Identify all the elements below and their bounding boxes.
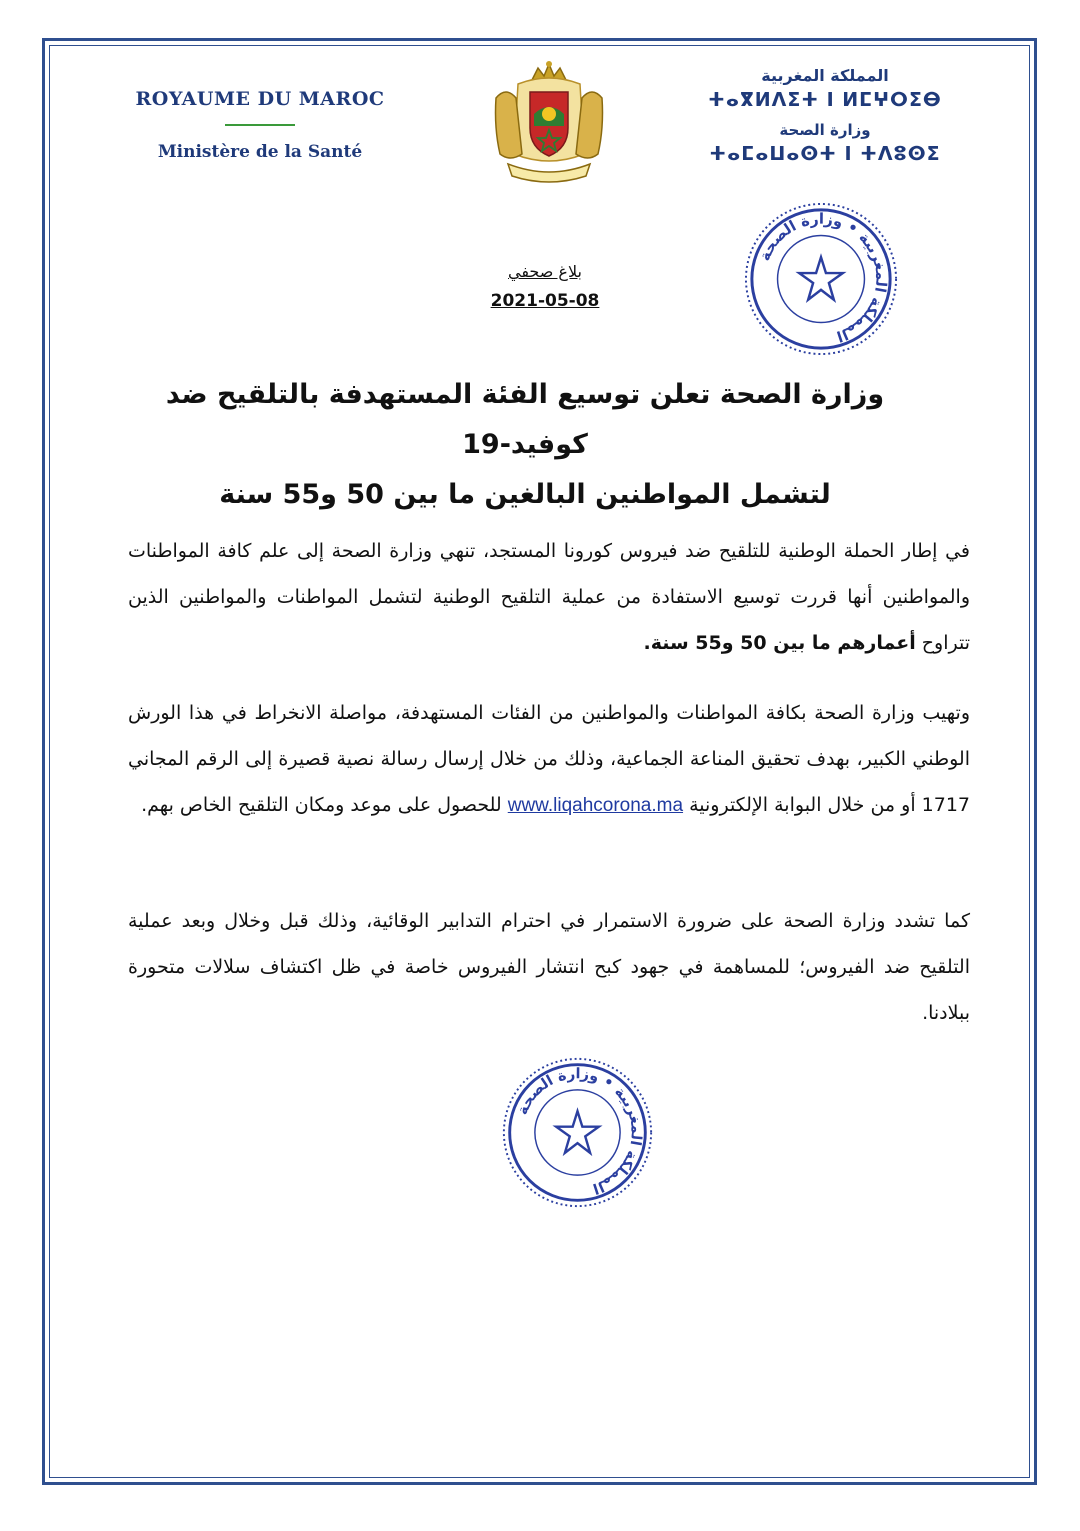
fr-ministry-title: Ministère de la Santé — [157, 142, 363, 162]
paragraph-2-text: وتهيب وزارة الصحة بكافة المواطنات والمواطنين من الفئات المستهدفة، مواصلة الانخراط في هذا الورش الوطني الكبير، بهدف تحقيق المناعة الجماعية، وذلك من خلال إرسال رسالة نصية قصيرة إلى الرقم المجاني 1717 أو من خلال البوابة الإلكترونية — [128, 702, 970, 816]
french-header — [120, 88, 400, 162]
paragraph-1-text: في إطار الحملة الوطنية للتلقيح ضد فيروس كورونا المستجد، تنهي وزارة الصحة إلى علم كافة المواطنات والمواطنين أنها قررت توسيع الاستفادة من عملية التلقيح الوطنية لتشمل المواطنات والمواطنين الذين تتراوح — [128, 540, 970, 654]
press-release-label: بلاغ صحفي — [508, 262, 582, 281]
seal-bottom-ring-text: المملكة المغربية • وزارة الصحة — [514, 1066, 644, 1197]
fr-kingdom-title: ROYAUME DU MAROC — [135, 88, 385, 110]
paragraph-1-bold: أعمارهم ما بين 50 و55 سنة. — [643, 632, 916, 654]
header-divider — [225, 124, 295, 126]
seal-ring-text: المملكة المغربية • وزارة الصحة — [756, 210, 890, 345]
paragraph-1 — [128, 528, 970, 666]
royal-coat-of-arms-icon — [488, 58, 610, 186]
liqahcorona-link[interactable]: www.liqahcorona.ma — [507, 795, 684, 816]
tifinagh-kingdom-title: ⵜⴰⴳⵍⴷⵉⵜ ⵏ ⵍⵎⵖⵔⵉⴱ — [708, 89, 942, 111]
headline-line-1: وزارة الصحة تعلن توسيع الفئة المستهدفة بالتلقيح ضد كوفيد-19 — [165, 379, 885, 460]
ar-kingdom-title: المملكة المغربية — [761, 66, 889, 85]
paragraph-2-text-end: للحصول على موعد ومكان التلقيح الخاص بهم. — [141, 794, 508, 816]
ministry-seal-stamp-icon — [742, 200, 900, 358]
paragraph-3: كما تشدد وزارة الصحة على ضرورة الاستمرار في احترام التدابير الوقائية، وذلك قبل وخلال وبعد عملية التلقيح ضد الفيروس؛ للمساهمة في جهود كبح انتشار الفيروس خاصة في ظل اكتشاف سلالات متحورة ببلادنا. — [128, 910, 970, 1024]
tifinagh-ministry-title: ⵜⴰⵎⴰⵡⴰⵙⵜ ⵏ ⵜⴷⵓⵙⵉ — [709, 143, 941, 165]
press-release-heading — [470, 262, 620, 311]
press-release-date: 2021-05-08 — [490, 291, 600, 311]
ministry-seal-stamp-bottom-icon — [500, 1055, 655, 1210]
headline-line-2: لتشمل المواطنين البالغين ما بين 50 و55 سنة — [219, 479, 831, 510]
ar-ministry-title: وزارة الصحة — [779, 121, 871, 139]
arabic-header — [700, 66, 950, 165]
paragraph-2 — [128, 690, 970, 829]
headline — [120, 370, 930, 520]
